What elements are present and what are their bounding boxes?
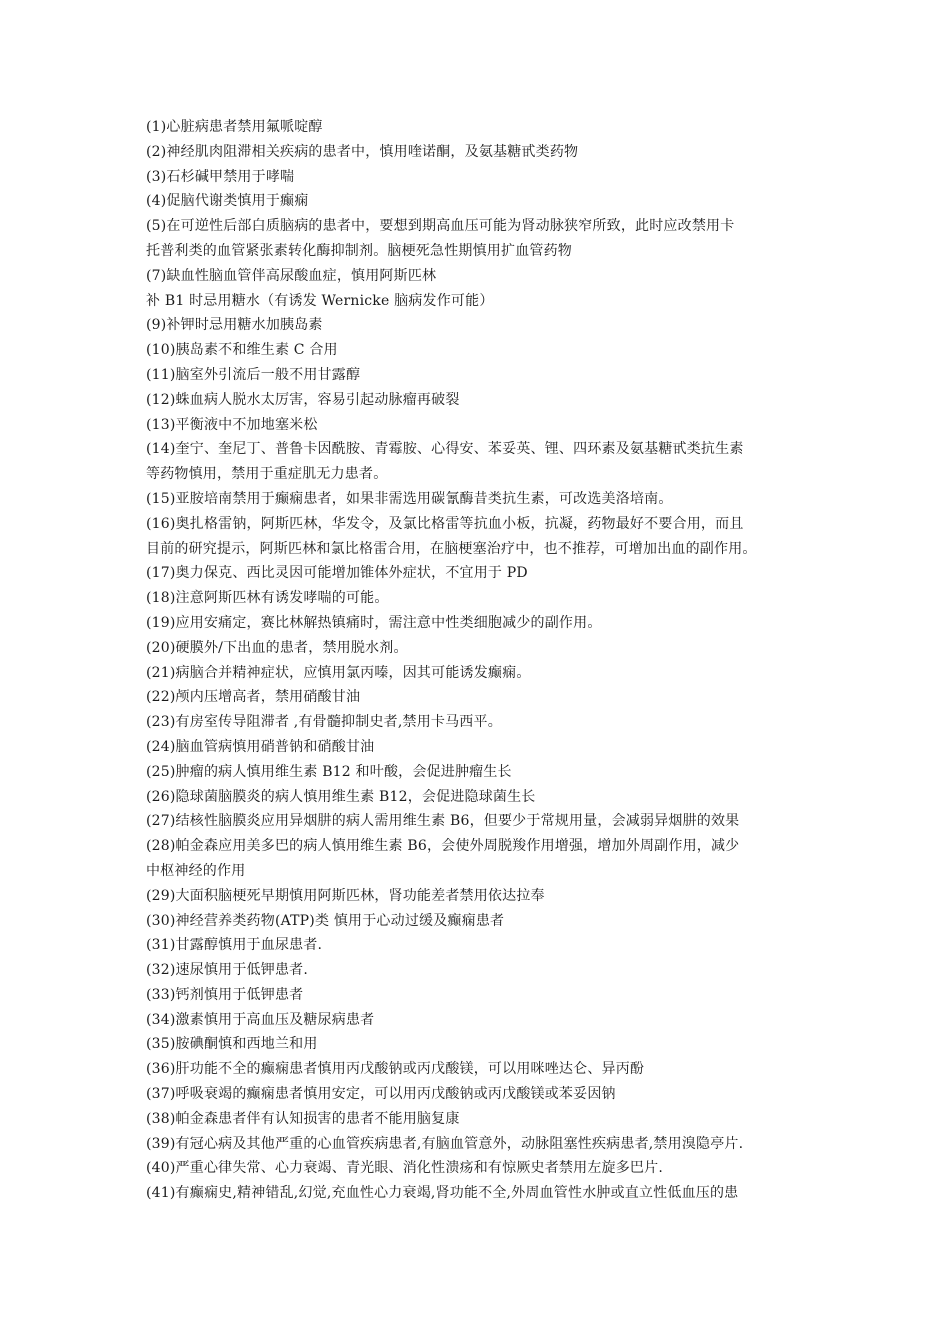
text-line: (38)帕金森患者伴有认知损害的患者不能用脑复康 bbox=[146, 1110, 460, 1127]
text-line: (18)注意阿斯匹林有诱发哮喘的可能。 bbox=[146, 590, 389, 607]
text-line: (37)呼吸衰竭的癫痫患者慎用安定，可以用丙戊酸钠或丙戊酸镁或苯妥因钠 bbox=[146, 1086, 616, 1103]
text-line: (35)胺碘酮慎和西地兰和用 bbox=[146, 1036, 318, 1053]
text-line: (16)奥扎格雷钠，阿斯匹林，华发令，及氯比格雷等抗血小板，抗凝，药物最好不要合用，而且 bbox=[146, 515, 744, 532]
text-line: (39)有冠心病及其他严重的心血管疾病患者,有脑血管意外，动脉阻塞性疾病患者,禁用溴隐亭片. bbox=[146, 1135, 744, 1152]
text-line: (17)奥力保克、西比灵因可能增加锥体外症状，不宜用于 PD bbox=[146, 565, 528, 582]
text-line: (13)平衡液中不加地塞米松 bbox=[146, 416, 318, 433]
text-line: (41)有癫痫史,精神错乱,幻觉,充血性心力衰竭,肾功能不全,外周血管性水肿或直立性低血压的患 bbox=[146, 1185, 739, 1202]
text-line: (4)促脑代谢类慎用于癫痫 bbox=[146, 193, 309, 210]
text-line: (26)隐球菌脑膜炎的病人慎用维生素 B12，会促进隐球菌生长 bbox=[146, 788, 536, 805]
text-line: (34)激素慎用于高血压及糖尿病患者 bbox=[146, 1011, 375, 1028]
text-line: (2)神经肌肉阻滞相关疾病的患者中，慎用喹诺酮，及氨基糖甙类药物 bbox=[146, 143, 579, 160]
text-line: (23)有房室传导阻滞者 ,有骨髓抑制史者,禁用卡马西平。 bbox=[146, 714, 502, 731]
text-line: (19)应用安痛定，赛比林解热镇痛时，需注意中性类细胞减少的副作用。 bbox=[146, 614, 602, 631]
text-line: (28)帕金森应用美多巴的病人慎用维生素 B6，会使外周脱羧作用增强，增加外周副作用，减少 bbox=[146, 838, 740, 855]
text-line: (25)肿瘤的病人慎用维生素 B12 和叶酸，会促进肿瘤生长 bbox=[146, 763, 512, 780]
text-line: (20)硬膜外/下出血的患者，禁用脱水剂。 bbox=[146, 639, 408, 656]
text-line: (15)亚胺培南禁用于癫痫患者，如果非需选用碳氰酶昔类抗生素，可改选美洛培南。 bbox=[146, 490, 673, 507]
text-line: (3)石杉碱甲禁用于哮喘 bbox=[146, 168, 295, 185]
text-line: (10)胰岛素不和维生素 C 合用 bbox=[146, 342, 338, 359]
text-line: (32)速尿慎用于低钾患者. bbox=[146, 962, 308, 979]
text-line: 托普利类的血管紧张素转化酶抑制剂。脑梗死急性期慎用扩血管药物 bbox=[146, 242, 572, 259]
text-line: (33)钙剂慎用于低钾患者 bbox=[146, 986, 304, 1003]
text-line: (7)缺血性脑血管伴高尿酸血症，慎用阿斯匹林 bbox=[146, 267, 437, 284]
text-line: (9)补钾时忌用糖水加胰岛素 bbox=[146, 317, 323, 334]
text-line: (31)甘露醇慎用于血尿患者. bbox=[146, 937, 323, 954]
text-line: (11)脑室外引流后一般不用甘露醇 bbox=[146, 366, 361, 383]
document-page bbox=[146, 115, 816, 1206]
text-line: (1)心脏病患者禁用氟哌啶醇 bbox=[146, 119, 323, 135]
text-line: (21)病脑合并精神症状，应慎用氯丙嗪，因其可能诱发癫痫。 bbox=[146, 664, 531, 681]
text-line: (12)蛛血病人脱水太厉害，容易引起动脉瘤再破裂 bbox=[146, 391, 460, 408]
text-line: (24)脑血管病慎用硝普钠和硝酸甘油 bbox=[146, 738, 375, 755]
text-line: 补 B1 时忌用糖水（有诱发 Wernicke 脑病发作可能） bbox=[146, 292, 494, 309]
text-line: (29)大面积脑梗死早期慎用阿斯匹林，肾功能差者禁用依达拉奉 bbox=[146, 887, 545, 904]
text-line: (36)肝功能不全的癫痫患者慎用丙戊酸钠或丙戊酸镁，可以用咪唑达仑、异丙酚 bbox=[146, 1061, 645, 1078]
text-line: 等药物慎用，禁用于重症肌无力患者。 bbox=[146, 466, 388, 483]
text-line: (40)严重心律失常、心力衰竭、青光眼、消化性溃疡和有惊厥史者禁用左旋多巴片. bbox=[146, 1160, 663, 1177]
text-line: 目前的研究提示，阿斯匹林和氯比格雷合用，在脑梗塞治疗中，也不推荐，可增加出血的副作用。 bbox=[146, 540, 757, 557]
text-line: (5)在可逆性后部白质脑病的患者中，要想到期高血压可能为肾动脉狭窄所致，此时应改禁用卡 bbox=[146, 218, 735, 235]
text-line: (22)颅内压增高者，禁用硝酸甘油 bbox=[146, 689, 361, 706]
text-line: 中枢神经的作用 bbox=[146, 862, 246, 879]
text-line: (30)神经营养类药物(ATP)类 慎用于心动过缓及癫痫患者 bbox=[146, 912, 505, 929]
text-line: (14)奎宁、奎尼丁、普鲁卡因酰胺、青霉胺、心得安、苯妥英、锂、四环素及氨基糖甙类抗生素 bbox=[146, 441, 744, 458]
text-line: (27)结核性脑膜炎应用异烟肼的病人需用维生素 B6，但要少于常规用量，会减弱异烟肼的效果 bbox=[146, 813, 740, 830]
